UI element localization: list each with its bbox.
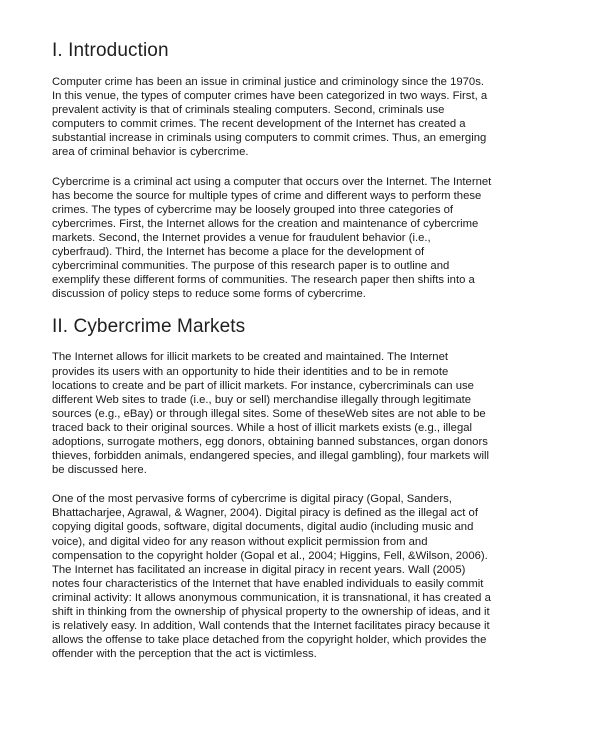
paragraph [52,350,556,477]
text-line: has become the source for multiple types of crime and different ways to perform these [52,189,482,202]
text-line: crimes. The types of cybercrime may be loosely grouped into three categories of [52,203,454,216]
text-line: sources (e.g., eBay) or through illegal sites. Some of theseWeb sites are not able to be [52,407,486,420]
section-heading-cybercrime-markets: II. Cybercrime Markets [52,316,246,338]
text-line: One of the most pervasive forms of cybercrime is digital piracy (Gopal, Sanders, [52,493,452,506]
text-line: Cybercrime is a criminal act using a computer that occurs over the Internet. The Internet [52,175,492,188]
text-line: substantial increase in criminals using computers to commit crimes. Thus, an emerging [52,132,487,145]
text-line: voice), and digital video for any reason without explicit permission from and [52,535,428,548]
text-line: allows the offense to take place detached from the copyright holder, which provides the [52,634,487,647]
text-line: cybercrimes. First, the Internet allows for the creation and maintenance of cybercrime [52,217,479,230]
text-line: Computer crime has been an issue in criminal justice and criminology since the 1970s. [52,76,485,88]
text-line: notes four characteristics of the Internet that have enabled individuals to easily commit [52,577,484,590]
paragraph [52,75,556,160]
text-line: The Internet has facilitated an increase in digital piracy in recent years. Wall (2005) [52,563,466,576]
text-line: traced back to their original sources. While a host of illicit markets exists (e.g., illegal [52,421,473,434]
text-line: area of criminal behavior is cybercrime. [52,146,249,159]
text-line: different Web sites to trade (i.e., buy or sell) merchandise illegally through legitimate [52,393,472,406]
text-line: markets. Second, the Internet provides a venue for fraudulent behavior (i.e., [52,231,431,244]
section-heading-introduction: I. Introduction [52,40,169,61]
text-line: discussion of policy steps to reduce some forms of cybercrime. [52,288,366,301]
text-line: Bhattacharjee, Agrawal, & Wagner, 2004). Digital piracy is defined as the illegal act of [52,507,478,520]
text-line: compensation to the copyright holder (Gopal et al., 2004; Higgins, Fell, &Wilson, 2006). [52,549,488,562]
paragraph [52,492,556,661]
text-line: cyberfraud). Third, the Internet has become a place for the development of [52,246,425,259]
text-line: cybercriminal communities. The purpose of this research paper is to outline and [52,260,450,273]
text-line: copying digital goods, software, digital documents, digital audio (including music and [52,521,474,534]
text-line: exemplify these different forms of communities. The research paper then shifts into a [52,274,475,287]
text-line: shift in thinking from the ownership of physical property to the ownership of ideas, and it [52,606,490,618]
text-line: adoptions, surrogate mothers, egg donors, obtaining banned substances, organ donors [52,435,488,448]
text-line: provides its users with an opportunity to hide their identities and to be in remote [52,365,449,378]
text-line: prevalent activity is that of criminals stealing computers. Second, criminals use [52,104,445,117]
text-line: In this venue, the types of computer crimes have been categorized in two ways. First, a [52,90,488,103]
text-line: locations to create and be part of illicit markets. For instance, cybercriminals can use [52,379,474,392]
text-line: offender with the perception that the act is victimless. [52,648,317,661]
text-line: is relatively easy. In addition, Wall contends that the Internet facilitates piracy because it [52,620,490,633]
text-line: thieves, forbidden animals, endangered species, and illegal gambling), four markets will [52,450,490,463]
text-line: computers to commit crimes. The recent development of the Internet has created a [52,118,466,131]
text-line: criminal activity: It allows anonymous communication, it is transnational, it has created a [52,591,491,604]
paragraph [52,175,556,302]
text-line: be discussed here. [52,464,147,477]
text-line: The Internet allows for illicit markets to be created and maintained. The Internet [52,351,449,364]
